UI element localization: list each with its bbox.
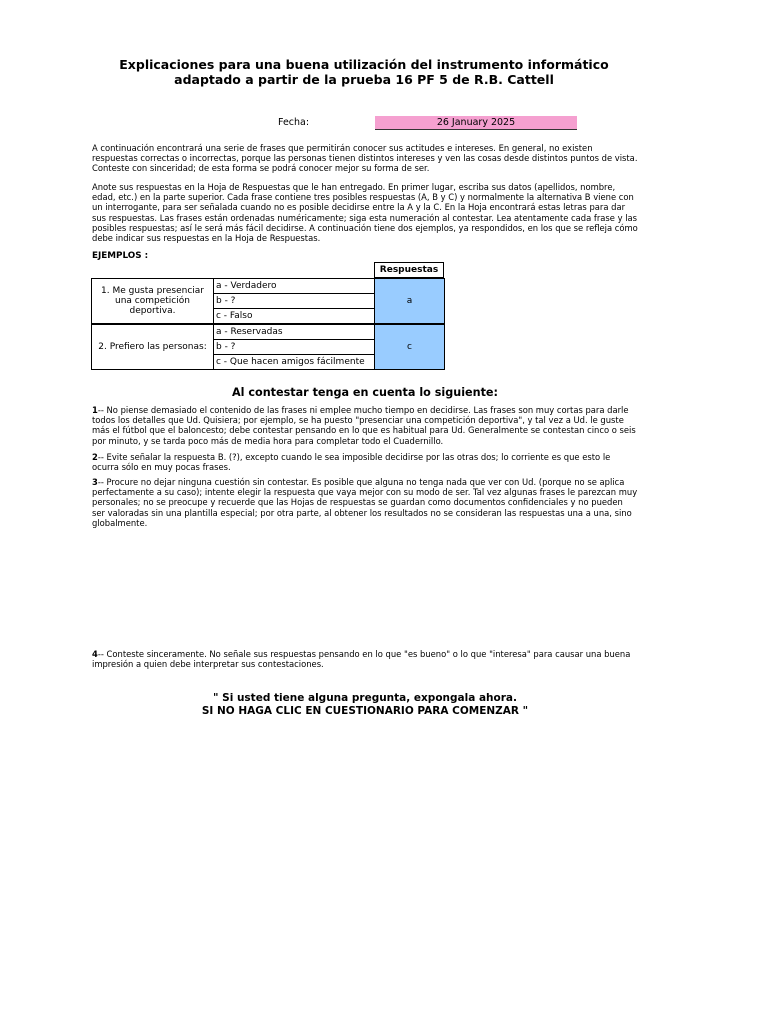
example-1-table <box>91 278 445 324</box>
page-title: Explicaciones para una buena utilización del instrumento informático adaptado a partir de la prueba 16 PF 5 de R.B. Cattell <box>119 57 609 87</box>
rule-text: -- Procure no dejar ninguna cuestión sin contestar. Es posible que alguna no tenga nada que ver con Ud. (porque no se aplica perfectamente a su caso); intente elegir la respuesta que vaya mejor con su modo de ser. Tal vez algunas frases le parezcan muy personales; no se preocupe y recuerde que las Hojas de respuestas se guardan como documentos confidenciales y no pueden ser valoradas sin una plantilla especial; por otra parte, al obtener los resultados no se consideran las respuestas una a una, sino globalmente. <box>92 477 638 528</box>
example-answer: a <box>375 279 445 324</box>
example-option: b - ? <box>214 294 375 309</box>
rule-text: -- Conteste sinceramente. No señale sus respuestas pensando en lo que "es bueno" o lo que "interesa" para causar una buena impresión a quien debe interpretar sus contestaciones. <box>92 649 631 670</box>
section-subtitle: Al contestar tenga en cuenta lo siguiente: <box>232 386 498 399</box>
respuestas-header: Respuestas <box>375 263 444 278</box>
rule-3 <box>92 477 638 528</box>
rule-text: -- Evite señalar la respuesta B. (?), excepto cuando le sea imposible decidirse por las otras dos; lo corriente es que esto le ocurra sólo en muy pocas frases. <box>92 452 611 473</box>
rule-1 <box>92 405 638 446</box>
fecha-label: Fecha: <box>278 117 310 128</box>
final-line-2: SI NO HAGA CLIC EN CUESTIONARIO PARA COMENZAR " <box>201 705 529 717</box>
example-answer: c <box>375 325 445 370</box>
example-option: c - Falso <box>214 309 375 324</box>
example-2-table <box>91 324 445 370</box>
rule-2 <box>92 452 638 472</box>
rule-number: 3 <box>92 477 98 487</box>
rule-4 <box>92 649 638 669</box>
example-option: a - Reservadas <box>214 325 375 340</box>
intro-paragraph-2: Anote sus respuestas en la Hoja de Respuestas que le han entregado. En primer lugar, escriba sus datos (apellidos, nombre, edad, etc.) en la parte superior. Cada frase contiene tres posibles respuestas (A, B y C) y normalmente la alternativa B viene con un interrogante, para ser señalada cuando no es posible decidirse entre la A y la C. En la Hoja encontrará estas letras para dar sus respuestas. Las frases están ordenadas numéricamente; siga esta numeración al contestar. Lea atentamente cada frase y las posibles respuestas; así le será más fácil decidirse. A continuación tiene dos ejemplos, ya respondidos, en los que se refleja cómo debe indicar sus respuestas en la Hoja de Respuestas. <box>92 182 638 244</box>
rule-text: -- No piense demasiado el contenido de las frases ni emplee mucho tiempo en decidirse. Las frases son muy cortas para darle todos los detalles que Ud. Quisiera; por ejemplo, se ha puesto "presenciar una competición deportiva", y tal vez a Ud. le guste más el fútbol que el baloncesto; debe contestar pensando en lo que es habitual para Ud. Generalmente se contestan cinco o seis por minuto, y se tarda poco más de media hora para completar todo el Cuadernillo. <box>92 405 636 446</box>
intro-paragraph-1: A continuación encontrará una serie de frases que permitirán conocer sus actitudes e intereses. En general, no existen respuestas correctas o incorrectas, porque las personas tienen distintos intereses y ven las cosas desde distintos puntos de vista. Conteste con sinceridad; de esta forma se podrá conocer mejor su forma de ser. <box>92 143 638 174</box>
respuestas-header-table <box>374 262 444 278</box>
example-question: 1. Me gusta presenciar una competición deportiva. <box>92 279 214 324</box>
final-line-1: " Si usted tiene alguna pregunta, expongala ahora. <box>213 692 517 704</box>
example-question: 2. Prefiero las personas: <box>92 325 214 370</box>
fecha-value: 26 January 2025 <box>375 116 577 130</box>
rule-number: 2 <box>92 452 98 462</box>
example-option: b - ? <box>214 340 375 355</box>
rule-number: 1 <box>92 405 98 415</box>
ejemplos-label: EJEMPLOS : <box>92 251 149 261</box>
final-message <box>92 692 638 718</box>
example-option: a - Verdadero <box>214 279 375 294</box>
example-option: c - Que hacen amigos fácilmente <box>214 355 375 370</box>
rule-number: 4 <box>92 649 98 659</box>
